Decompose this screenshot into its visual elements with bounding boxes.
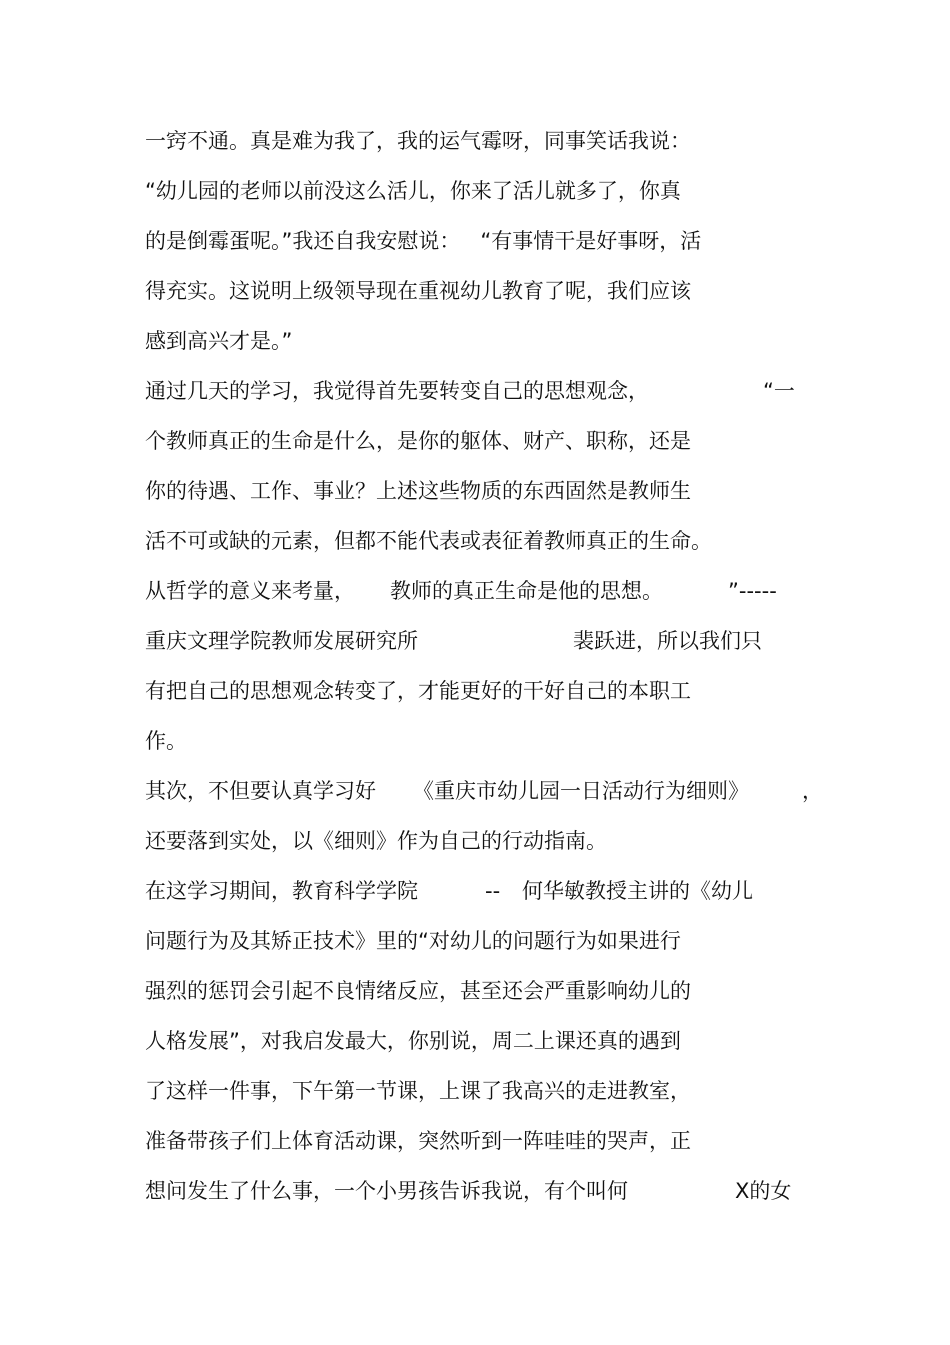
text-line-7 [145,424,691,458]
text-line-2 [145,174,681,208]
text-segment: 想问发生了什么事，一个小男孩告诉我说，有个叫何 [145,1179,628,1203]
text-line-10 [145,574,805,608]
text-line-5 [145,324,292,358]
text-line-8 [145,474,691,508]
text-segment: 通过几天的学习，我觉得首先要转变自己的思想观念， [145,379,649,403]
text-line-6 [145,374,805,408]
text-segment: 活不可或缺的元素，但都不能代表或表征着教师真正的生命。 [145,529,712,553]
text-line-18 [145,974,691,1008]
text-segment: 其次，不但要认真学习好 [145,779,376,803]
text-line-1 [145,124,691,158]
text-line-22 [145,1174,805,1208]
text-line-12 [145,674,691,708]
text-segment: 的是倒霉蛋呢。”我还自我安慰说： “有事情干是好事呀，活 [145,229,702,253]
text-segment: 人格发展”，对我启发最大，你别说，周二上课还真的遇到 [145,1029,681,1053]
text-segment: -- [485,879,501,903]
text-segment: “一 [763,379,795,403]
text-line-21 [145,1124,691,1158]
text-segment: ， [802,779,823,803]
text-line-14 [145,774,825,808]
text-line-13 [145,724,187,758]
text-segment: 作。 [145,729,187,753]
text-segment: 教师的真正生命是他的思想。 [390,579,663,603]
text-line-15 [145,824,607,858]
text-line-20 [145,1074,691,1108]
text-line-11 [145,624,805,658]
text-segment: 准备带孩子们上体育活动课，突然听到一阵哇哇的哭声，正 [145,1129,691,1153]
text-segment: 从哲学的意义来考量， [145,579,355,603]
text-segment: 还要落到实处，以《细则》作为自己的行动指南。 [145,829,607,853]
text-segment: 有把自己的思想观念转变了，才能更好的干好自己的本职工 [145,679,691,703]
text-segment: 裴跃进，所以我们只 [573,629,762,653]
text-segment: 了这样一件事，下午第一节课，上课了我高兴的走进教室， [145,1079,691,1103]
text-line-9 [145,524,712,558]
text-segment: X的女 [735,1179,792,1203]
text-line-4 [145,274,691,308]
text-segment: “幼儿园的老师以前没这么活儿，你来了活儿就多了，你真 [145,179,681,203]
text-segment: 重庆文理学院教师发展研究所 [145,629,418,653]
text-segment: 《重庆市幼儿园一日活动行为细则》 [413,779,749,803]
text-line-19 [145,1024,681,1058]
text-segment: 问题行为及其矫正技术》里的“对幼儿的问题行为如果进行 [145,929,681,953]
text-segment: 得充实。这说明上级领导现在重视幼儿教育了呢，我们应该 [145,279,691,303]
text-segment: 在这学习期间，教育科学学院 [145,879,418,903]
text-segment: 强烈的惩罚会引起不良情绪反应，甚至还会严重影响幼儿的 [145,979,691,1003]
text-segment: 何华敏教授主讲的《幼儿 [522,879,753,903]
text-segment: ”----- [728,579,777,603]
text-segment: 个教师真正的生命是什么，是你的躯体、财产、职称，还是 [145,429,691,453]
text-segment: 你的待遇、工作、事业？上述这些物质的东西固然是教师生 [145,479,691,503]
text-segment: 感到高兴才是。” [145,329,293,353]
text-line-3 [145,224,701,258]
text-line-17 [145,924,681,958]
text-line-16 [145,874,805,908]
text-segment: 一窍不通。真是难为我了，我的运气霉呀，同事笑话我说： [145,129,691,153]
